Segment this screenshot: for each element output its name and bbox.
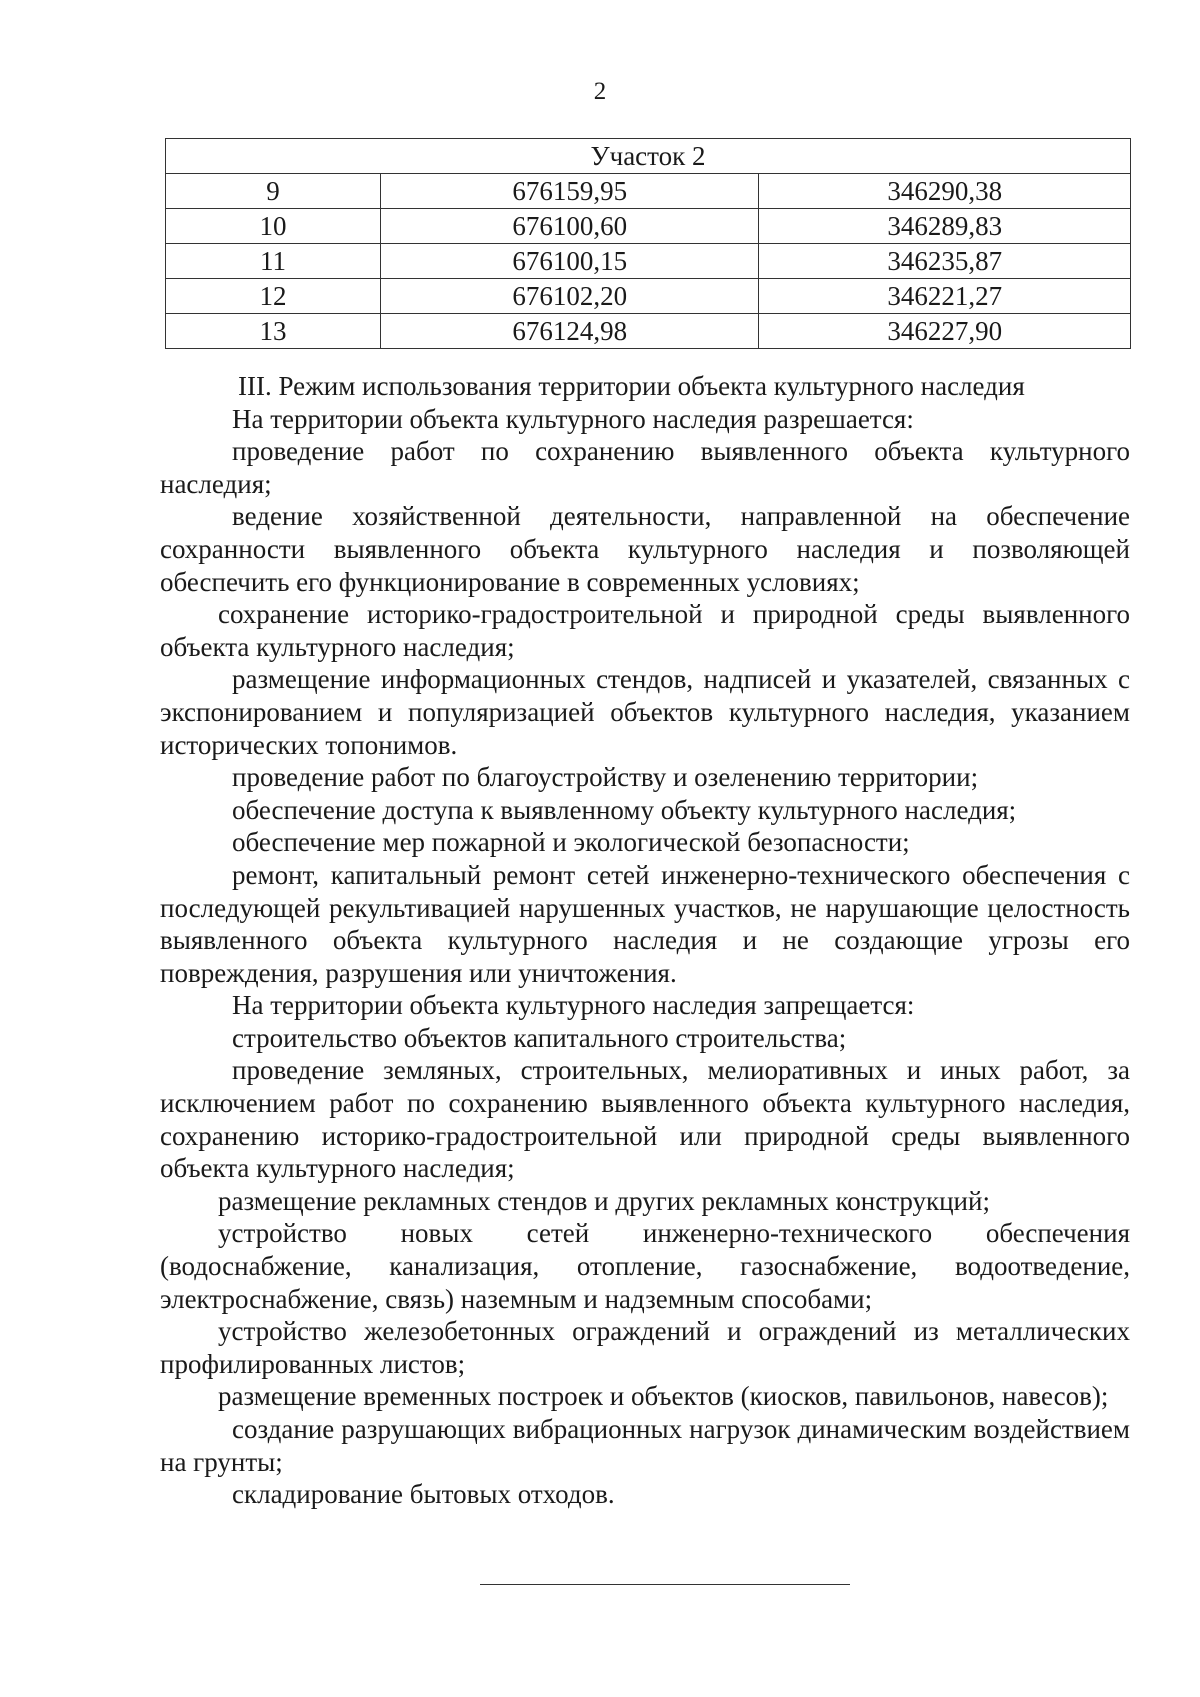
page-number: 2	[593, 78, 607, 105]
coordinate-y: 346235,87	[759, 244, 1131, 279]
allowed-item: сохранение историко-градостроительной и природной среды выявленного объекта культурного наследия;	[160, 599, 1130, 662]
point-number: 9	[166, 174, 381, 209]
allowed-item: ведение хозяйственной деятельности, направленной на обеспечение сохранности выявленного объекта культурного наследия и позволяющей обеспечить его функционирование в современных условиях;	[160, 501, 1130, 597]
point-number: 13	[166, 314, 381, 349]
allowed-item: размещение информационных стендов, надписей и указателей, связанных с экспонированием и популяризацией объектов культурного наследия, указанием исторических топонимов.	[160, 664, 1130, 760]
point-number: 12	[166, 279, 381, 314]
point-number: 10	[166, 209, 381, 244]
coordinate-x: 676102,20	[380, 279, 759, 314]
table-section-row	[166, 139, 1131, 174]
forbidden-item: устройство новых сетей инженерно-технического обеспечения (водоснабжение, канализация, отопление, газоснабжение, водоотведение, электроснабжение, связь) наземным и надземным способами;	[160, 1218, 1130, 1314]
coordinate-y: 346221,27	[759, 279, 1131, 314]
coordinate-x: 676124,98	[380, 314, 759, 349]
forbidden-item: устройство железобетонных ограждений и ограждений из металлических профилированных листов;	[160, 1316, 1130, 1379]
allowed-intro: На территории объекта культурного наследия разрешается:	[232, 403, 914, 434]
forbidden-item: строительство объектов капитального строительства;	[232, 1022, 847, 1053]
coordinate-x: 676100,60	[380, 209, 759, 244]
allowed-item: проведение работ по сохранению выявленного объекта культурного наследия;	[160, 436, 1130, 499]
section-heading: III. Режим использования территории объекта культурного наследия	[238, 371, 1025, 401]
coordinate-x: 676100,15	[380, 244, 759, 279]
table-row	[166, 314, 1131, 349]
document-body	[160, 370, 1130, 1511]
allowed-item: проведение работ по благоустройству и озеленению территории;	[232, 762, 979, 793]
allowed-item: обеспечение мер пожарной и экологической безопасности;	[232, 827, 910, 858]
allowed-item: обеспечение доступа к выявленному объекту культурного наследия;	[232, 794, 1017, 825]
forbidden-item: размещение рекламных стендов и других рекламных конструкций;	[218, 1185, 990, 1216]
coordinate-y: 346227,90	[759, 314, 1131, 349]
forbidden-item: складирование бытовых отходов.	[232, 1479, 615, 1510]
point-number: 11	[166, 244, 381, 279]
section-title: Участок 2	[166, 139, 1131, 174]
coordinate-x: 676159,95	[380, 174, 759, 209]
table-row	[166, 244, 1131, 279]
forbidden-item: размещение временных построек и объектов (киосков, павильонов, навесов);	[218, 1381, 1109, 1412]
table-row	[166, 174, 1131, 209]
coordinate-y: 346290,38	[759, 174, 1131, 209]
coordinates-table	[165, 138, 1131, 349]
forbidden-item: проведение земляных, строительных, мелиоративных и иных работ, за исключением работ по сохранению выявленного объекта культурного наследия, сохранению историко-градостроительной или природной среды выявленного объекта культурного наследия;	[160, 1055, 1130, 1184]
table-row	[166, 209, 1131, 244]
forbidden-item: создание разрушающих вибрационных нагрузок динамическим воздействием на грунты;	[160, 1414, 1130, 1477]
coordinate-y: 346289,83	[759, 209, 1131, 244]
end-divider-line	[480, 1584, 850, 1585]
forbidden-intro: На территории объекта культурного наследия запрещается:	[232, 990, 915, 1021]
table-row	[166, 279, 1131, 314]
allowed-item: ремонт, капитальный ремонт сетей инженерно-технического обеспечения с последующей рекультивацией нарушенных участков, не нарушающие целостность выявленного объекта культурного наследия и не создающие угрозы его повреждения, разрушения или уничтожения.	[160, 859, 1130, 988]
